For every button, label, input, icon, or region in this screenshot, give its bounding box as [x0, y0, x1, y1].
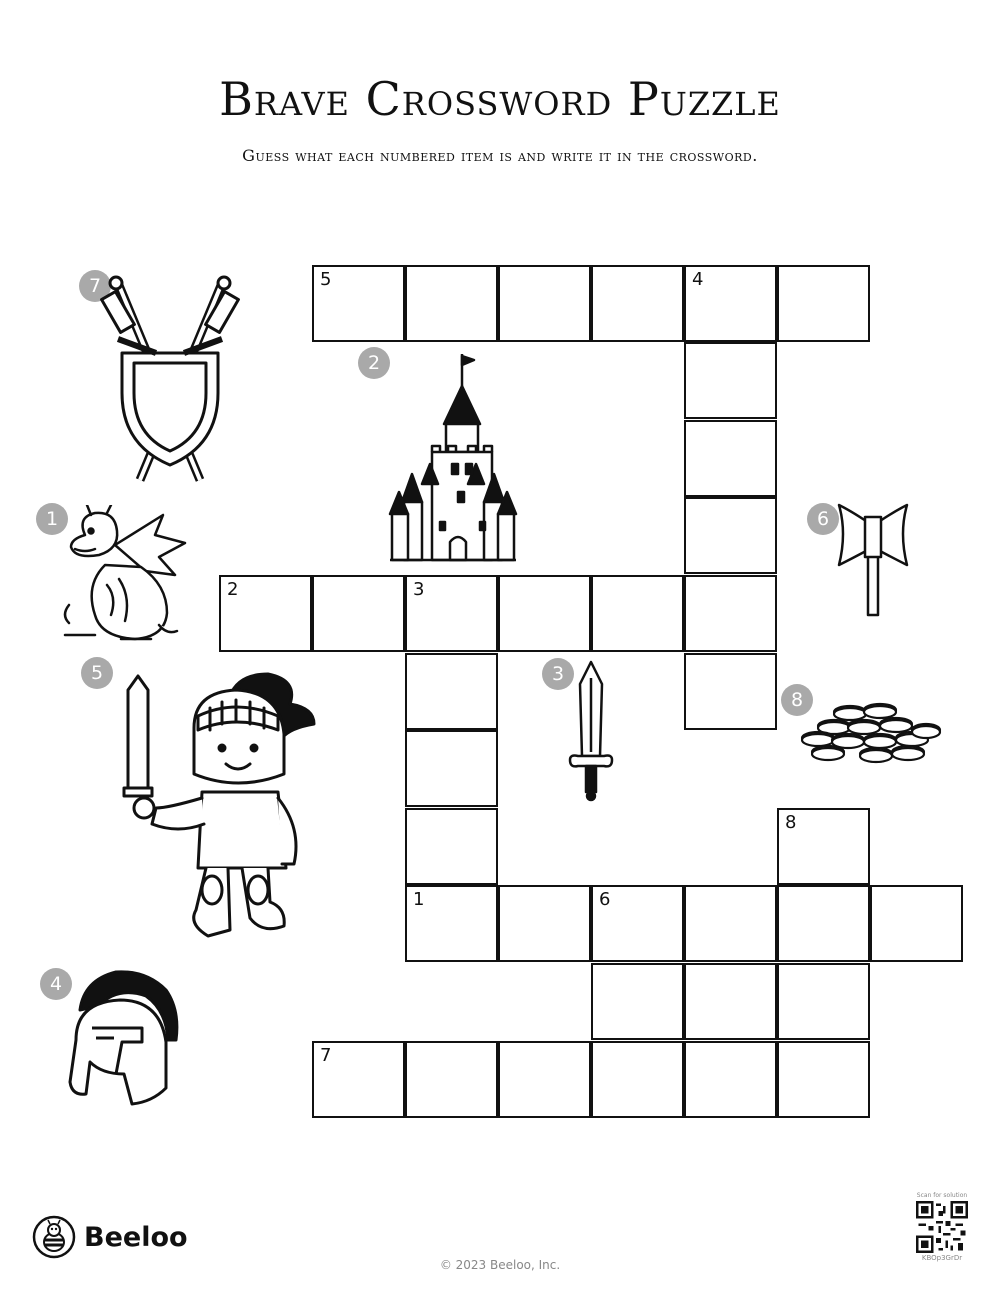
- crossword-cell[interactable]: [591, 963, 684, 1040]
- page-title: Brave Crossword Puzzle: [219, 72, 781, 126]
- crossword-cell[interactable]: [405, 885, 498, 962]
- crossword-cell[interactable]: [684, 497, 777, 574]
- page-instructions: Guess what each numbered item is and write it in the crossword.: [242, 146, 758, 165]
- brand-name: Beeloo: [84, 1221, 188, 1253]
- crossword-cell[interactable]: [777, 963, 870, 1040]
- crossword-cell[interactable]: [684, 1041, 777, 1118]
- dragon-icon: [55, 505, 195, 645]
- solution-qr[interactable]: [912, 1192, 972, 1263]
- crossword-cell[interactable]: [312, 1041, 405, 1118]
- crossword-cell[interactable]: [591, 1041, 684, 1118]
- crossword-cell[interactable]: [684, 885, 777, 962]
- axe-icon: [833, 503, 913, 618]
- clue-badge-7: 7: [79, 270, 111, 302]
- clue-number: 3: [413, 579, 425, 600]
- clue-number: 5: [320, 269, 332, 290]
- crossword-cell[interactable]: [777, 1041, 870, 1118]
- crossword-cell[interactable]: [312, 265, 405, 342]
- crossword-cell[interactable]: [591, 265, 684, 342]
- crossword-cell[interactable]: [405, 265, 498, 342]
- qr-caption: Scan for solution: [916, 1192, 968, 1199]
- shield-and-swords-icon: [100, 275, 240, 490]
- sword-icon: [566, 660, 616, 802]
- clue-number: 4: [692, 269, 704, 290]
- clue-number: 2: [227, 579, 239, 600]
- crossword-cell[interactable]: [219, 575, 312, 652]
- crossword-cell[interactable]: [684, 653, 777, 730]
- crossword-cell[interactable]: [684, 963, 777, 1040]
- crossword-cell[interactable]: [405, 575, 498, 652]
- crossword-cell[interactable]: [777, 265, 870, 342]
- crossword-cell[interactable]: [591, 885, 684, 962]
- clue-badge-2: 2: [358, 347, 390, 379]
- crossword-cell[interactable]: [870, 885, 963, 962]
- clue-number: 1: [413, 889, 425, 910]
- crossword-cell[interactable]: [684, 265, 777, 342]
- copyright-text: © 2023 Beeloo, Inc.: [439, 1258, 561, 1272]
- clue-number: 7: [320, 1045, 332, 1066]
- crossword-cell[interactable]: [777, 885, 870, 962]
- crossword-cell[interactable]: [312, 575, 405, 652]
- qr-code-id: KBOp3GrDr: [921, 1254, 963, 1262]
- crossword-cell[interactable]: [777, 808, 870, 885]
- castle-icon: [388, 352, 518, 567]
- clue-number: 8: [785, 812, 797, 833]
- brand-logo: [32, 1215, 188, 1259]
- crossword-cell[interactable]: [405, 1041, 498, 1118]
- bee-logo-icon: [32, 1215, 76, 1259]
- helmet-icon: [62, 970, 182, 1110]
- clue-badge-4: 4: [40, 968, 72, 1000]
- crossword-cell[interactable]: [498, 575, 591, 652]
- crossword-cell[interactable]: [405, 730, 498, 807]
- crossword-cell[interactable]: [591, 575, 684, 652]
- crossword-cell[interactable]: [498, 885, 591, 962]
- crossword-cell[interactable]: [684, 342, 777, 419]
- crossword-cell[interactable]: [405, 653, 498, 730]
- crossword-cell[interactable]: [684, 575, 777, 652]
- clue-badge-1: 1: [36, 503, 68, 535]
- clue-badge-5: 5: [81, 657, 113, 689]
- crossword-cell[interactable]: [498, 1041, 591, 1118]
- crossword-cell[interactable]: [498, 265, 591, 342]
- qr-code-icon[interactable]: [916, 1201, 968, 1253]
- clue-number: 6: [599, 889, 611, 910]
- clue-badge-6: 6: [807, 503, 839, 535]
- clue-badge-8: 8: [781, 684, 813, 716]
- coins-icon: [800, 700, 945, 765]
- clue-badge-3: 3: [542, 658, 574, 690]
- knight-icon: [118, 668, 323, 948]
- crossword-cell[interactable]: [405, 808, 498, 885]
- crossword-cell[interactable]: [684, 420, 777, 497]
